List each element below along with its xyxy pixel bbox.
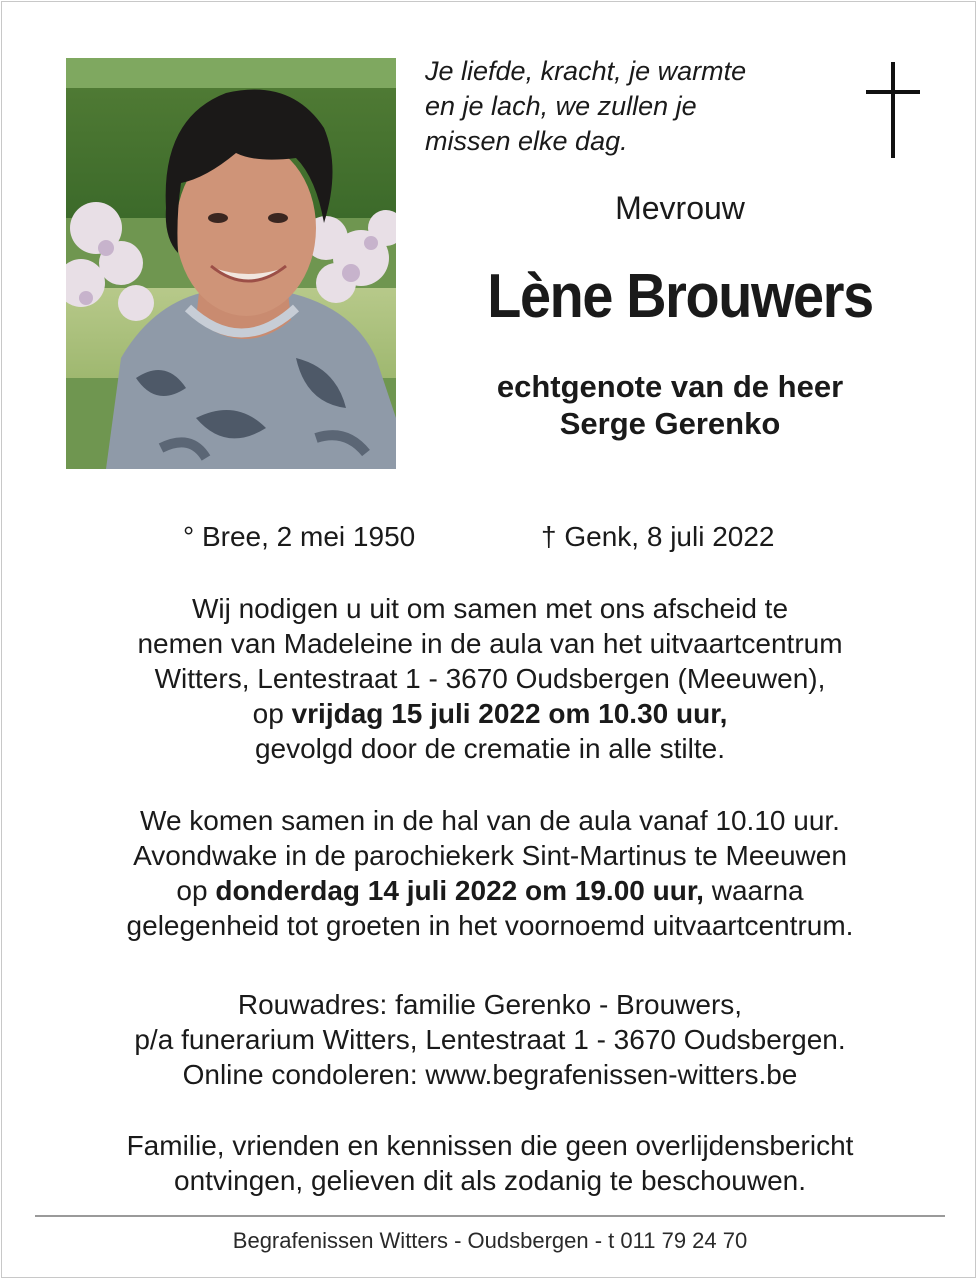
text-line: nemen van Madeleine in de aula van het uitvaartcentrum (137, 628, 843, 659)
wake-paragraph (40, 803, 940, 943)
text-line (40, 873, 940, 908)
portrait-photo (66, 58, 396, 469)
ceremony-paragraph (40, 591, 940, 766)
text-line (40, 696, 940, 731)
text-line: Wij nodigen u uit om samen met ons afscheid te (191, 593, 789, 624)
text-fragment: waarna (703, 875, 804, 906)
condolence-link[interactable]: Online condoleren: www.begrafenissen-witters.be (182, 1059, 798, 1090)
text-line: ontvingen, gelieven dit als zodanig te beschouwen. (174, 1165, 806, 1196)
text-fragment: op (176, 875, 216, 906)
death-date-text: Genk, 8 juli 2022 (564, 521, 775, 552)
poem-line: missen elke dag. (425, 126, 628, 156)
footer-divider (35, 1215, 945, 1217)
wake-datetime: donderdag 14 juli 2022 om 19.00 uur, (215, 875, 704, 906)
text-line: gevolgd door de crematie in alle stilte. (254, 733, 726, 764)
memorial-poem (425, 54, 746, 159)
text-fragment: op (252, 698, 292, 729)
death-date (541, 520, 775, 554)
text-line: Avondwake in de parochiekerk Sint-Martinus te Meeuwen (133, 840, 847, 871)
spouse-name: Serge Gerenko (559, 406, 781, 441)
dagger-icon: † (541, 521, 557, 552)
text-line: Rouwadres: familie Gerenko - Brouwers, (237, 989, 743, 1020)
text-line: gelegenheid tot groeten in het voornoemd uitvaartcentrum. (126, 910, 854, 941)
text-line: p/a funerarium Witters, Lentestraat 1 - 3670 Oudsbergen. (134, 1024, 846, 1055)
poem-line: en je lach, we zullen je (425, 91, 697, 121)
text-line: Familie, vrienden en kennissen die geen overlijdensbericht (126, 1130, 854, 1161)
deceased-name: Lène Brouwers (487, 262, 873, 331)
ceremony-datetime: vrijdag 15 juli 2022 om 10.30 uur, (291, 698, 728, 729)
honorific: Mevrouw (615, 190, 745, 226)
portrait-image (66, 58, 396, 469)
address-paragraph (40, 987, 940, 1092)
cross-icon (866, 62, 920, 158)
text-line: Witters, Lentestraat 1 - 3670 Oudsbergen (Meeuwen), (154, 663, 826, 694)
text-line: We komen samen in de hal van de aula vanaf 10.10 uur. (140, 805, 840, 836)
footer-contact: Begrafenissen Witters - Oudsbergen - t 011 79 24 70 (232, 1228, 748, 1253)
birth-date: ° Bree, 2 mei 1950 (183, 521, 416, 552)
poem-line: Je liefde, kracht, je warmte (425, 56, 747, 86)
spouse-line: echtgenote van de heer (496, 369, 844, 404)
notice-paragraph (40, 1128, 940, 1198)
spouse-info (420, 368, 920, 442)
